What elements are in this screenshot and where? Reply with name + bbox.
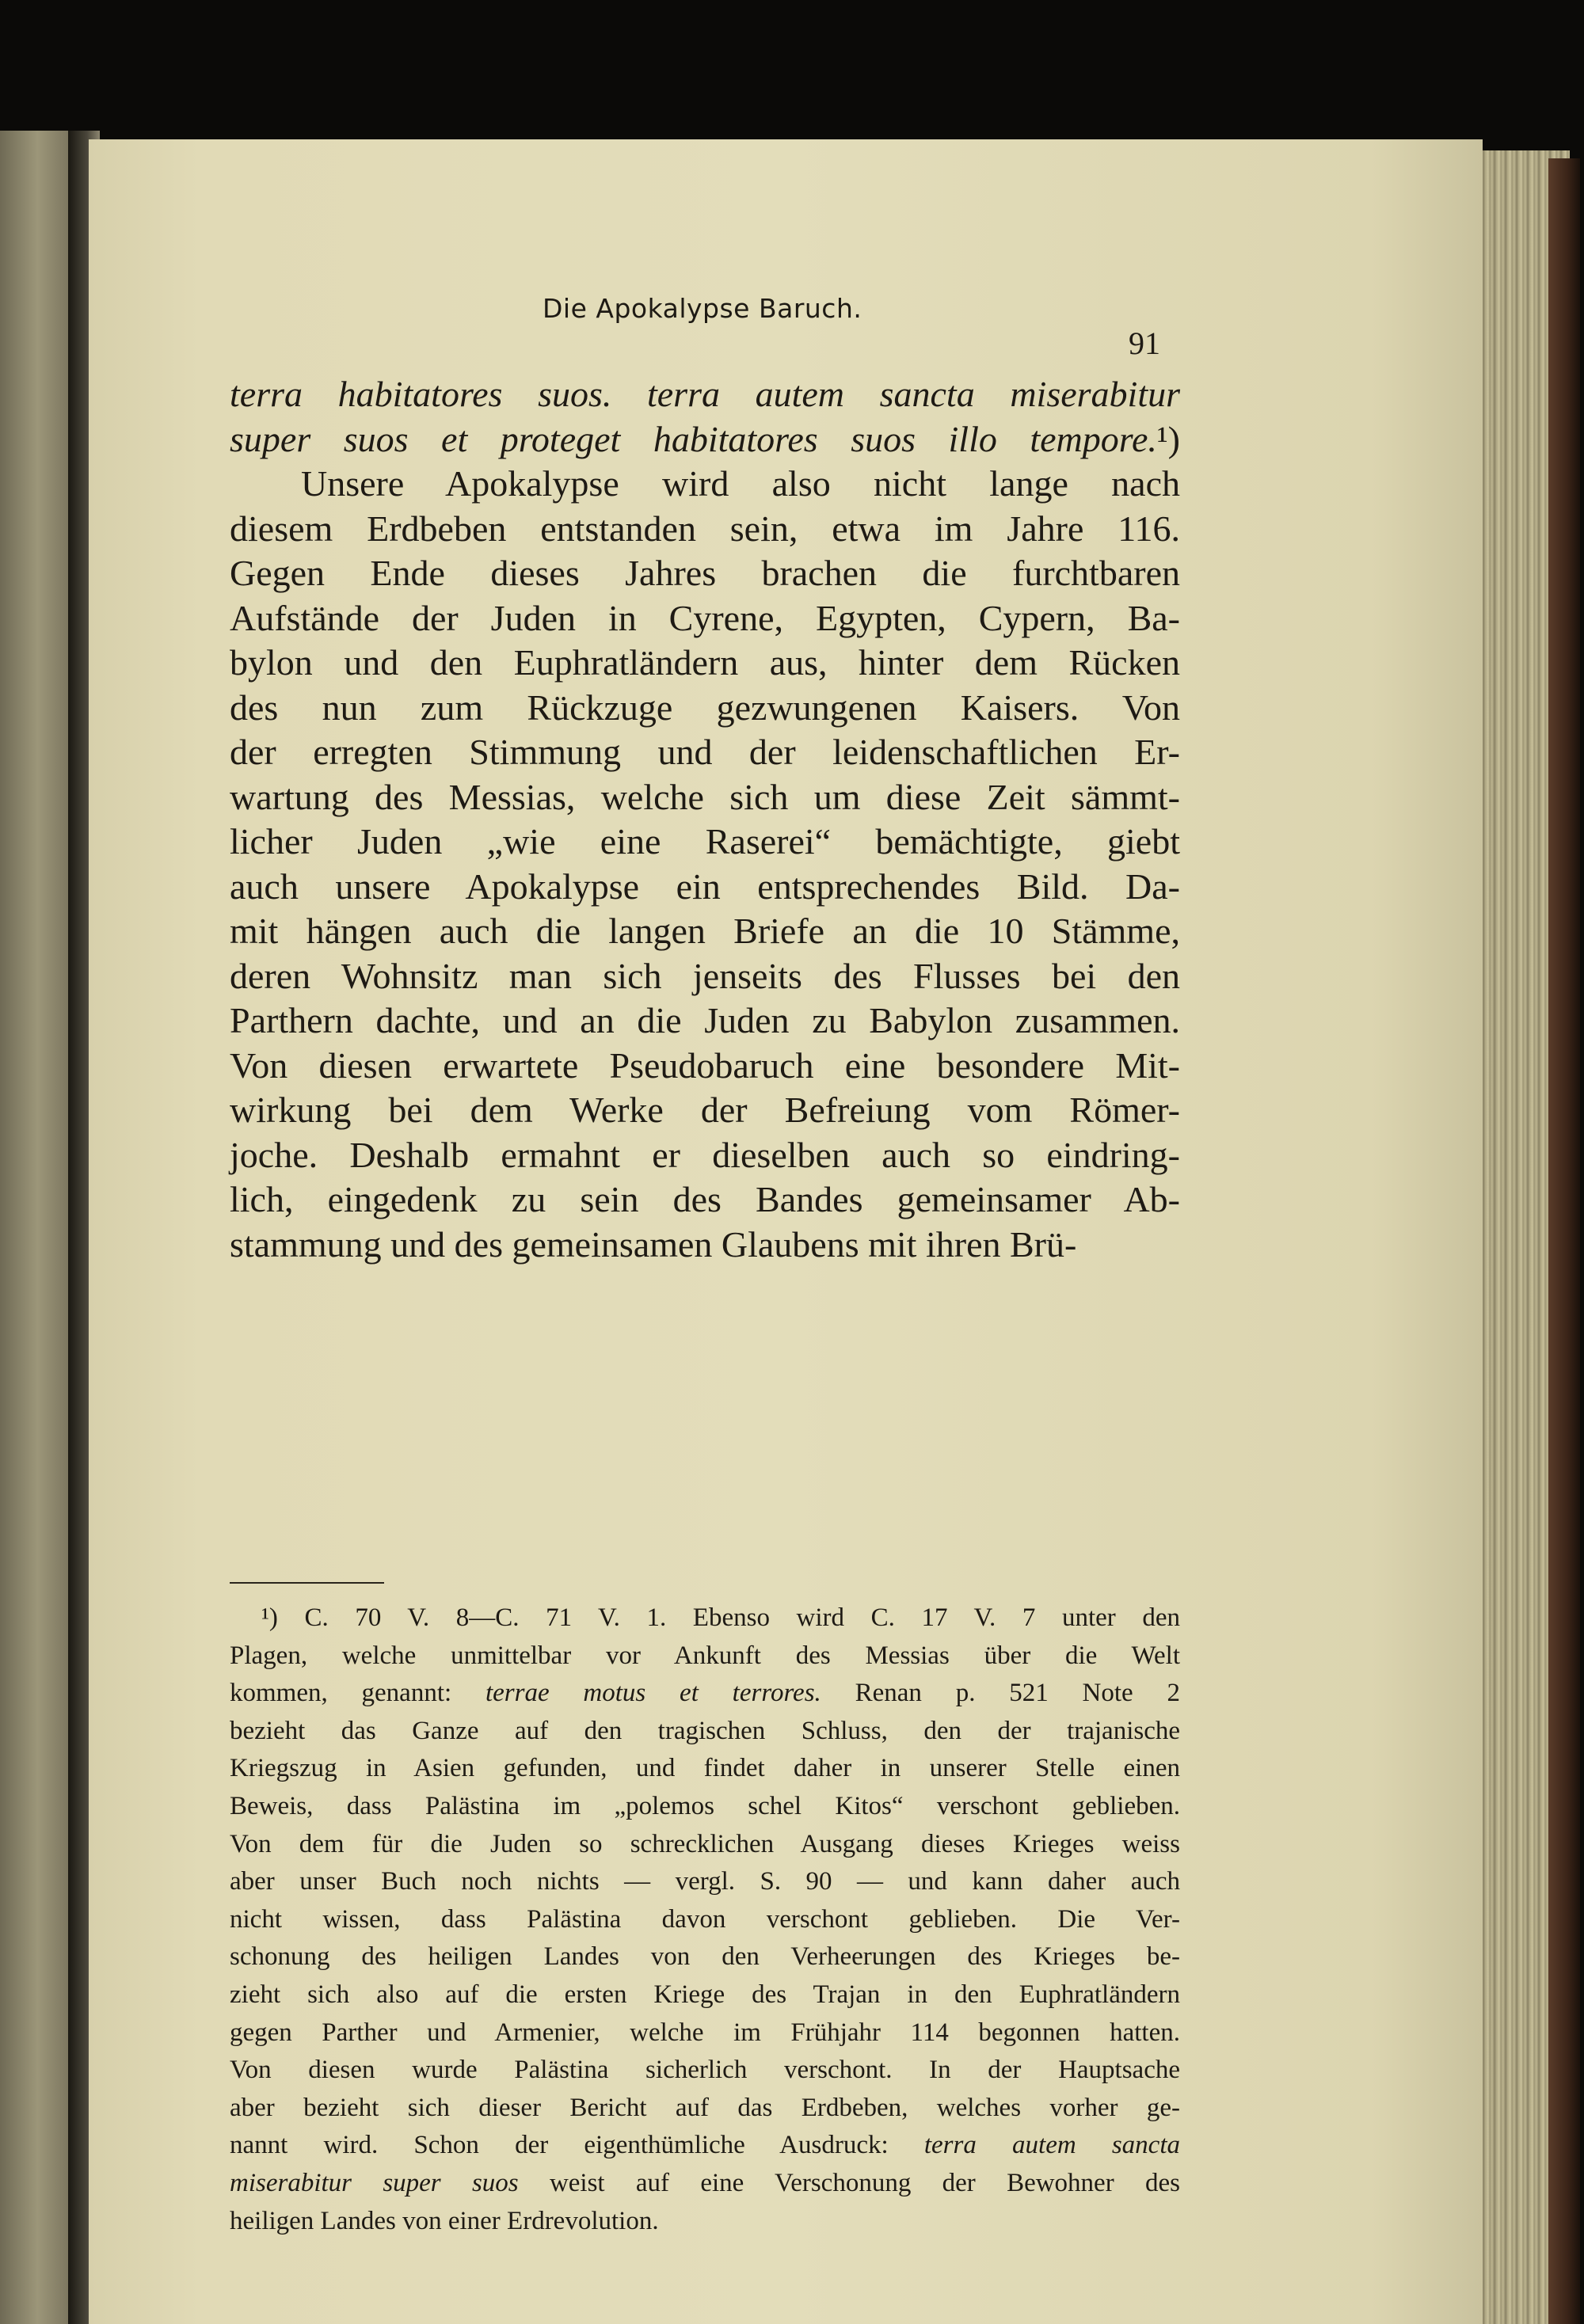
text-segment: Gegen Ende dieses Jahres brachen die furchtbaren <box>230 553 1180 593</box>
text-segment: Beweis, dass Palästina im „polemos schel Kitos“ verschont geblieben. <box>230 1791 1180 1820</box>
italic-text-segment: terra autem sancta <box>923 2131 1180 2160</box>
body-text-line <box>230 1044 1180 1089</box>
body-text-line <box>230 730 1180 775</box>
text-segment: bezieht das Ganze auf den tragischen Schluss, den der trajanische <box>230 1716 1180 1745</box>
book-page <box>89 139 1483 2324</box>
text-segment: kommen, genannt: <box>230 1679 485 1708</box>
text-segment: Aufstände der Juden in Cyrene, Egypten, Cypern, Ba- <box>230 597 1180 638</box>
text-segment: des nun zum Rückzuge gezwungenen Kaisers. Von <box>230 687 1180 728</box>
body-text-line <box>230 596 1180 641</box>
text-segment: lich, eingedenk zu sein des Bandes gemeinsamer Ab- <box>230 1179 1180 1219</box>
body-text-line <box>230 551 1180 596</box>
body-text-line <box>230 1088 1180 1133</box>
text-segment: zieht sich also auf die ersten Kriege des Trajan in den Euphratländern <box>230 1980 1180 2009</box>
text-segment: wartung des Messias, welche sich um diese Zeit sämmt- <box>230 776 1180 817</box>
text-segment: ¹) <box>1156 418 1180 459</box>
text-segment: diesem Erdbeben entstanden sein, etwa im Jahre 116. <box>230 508 1180 549</box>
body-text-line <box>230 641 1180 686</box>
text-segment: schonung des heiligen Landes von den Verheerungen des Krieges be- <box>230 1942 1180 1972</box>
body-text-line <box>230 909 1180 954</box>
body-text-line <box>230 1133 1180 1178</box>
text-segment: licher Juden „wie eine Raserei“ bemächtigte, giebt <box>230 821 1180 862</box>
footnote-line <box>230 1826 1180 1864</box>
footnote-line <box>230 2052 1180 2090</box>
body-text-line <box>230 954 1180 999</box>
footnote-line <box>230 1788 1180 1826</box>
text-segment: ¹) C. 70 V. 8—C. 71 V. 1. Ebenso wird C. 17 V. 7 unter den <box>261 1603 1180 1632</box>
footnote-line <box>230 1750 1180 1788</box>
italic-text-segment: miserabitur super suos <box>230 2168 519 2197</box>
body-text-line <box>230 998 1180 1044</box>
body-text-line <box>230 686 1180 731</box>
text-segment: Parthern dachte, und an die Juden zu Babylon zusammen. <box>230 1000 1180 1040</box>
text-segment: Von diesen erwartete Pseudobaruch eine besondere Mit- <box>230 1044 1180 1086</box>
text-segment: aber unser Buch noch nichts — vergl. S. 90 — und kann daher auch <box>230 1867 1180 1896</box>
text-segment: Kriegszug in Asien gefunden, und findet daher in unserer Stelle einen <box>230 1754 1180 1783</box>
body-text-line <box>230 1223 1180 1268</box>
text-segment: nannt wird. Schon der eigenthümliche Ausdruck: <box>230 2131 924 2160</box>
body-text-line <box>230 865 1180 910</box>
text-segment: nicht wissen, dass Palästina davon verschont geblieben. Die Ver- <box>230 1904 1180 1934</box>
footnote-line <box>230 2165 1180 2203</box>
italic-text-segment: terrae motus et terrores. <box>485 1679 821 1708</box>
book-cover-edge <box>1548 158 1580 2324</box>
footnote-line <box>230 2090 1180 2128</box>
text-segment: wirkung bei dem Werke der Befreiung vom Römer- <box>230 1090 1180 1130</box>
footnote-line <box>230 1675 1180 1713</box>
page-number: 91 <box>1129 325 1160 361</box>
text-segment: Unsere Apokalypse wird also nicht lange nach <box>301 463 1180 504</box>
text-segment: gegen Parther und Armenier, welche im Frühjahr 114 begonnen hatten. <box>230 2018 1180 2047</box>
text-segment: Von diesen wurde Palästina sicherlich verschont. In der Hauptsache <box>230 2056 1180 2085</box>
footnote-line <box>230 1713 1180 1751</box>
body-text-line <box>230 775 1180 820</box>
footnote-line <box>230 2014 1180 2052</box>
text-segment: aber bezieht sich dieser Bericht auf das Erdbeben, welches vorher ge- <box>230 2093 1180 2122</box>
italic-text-segment: terra habitatores suos. terra autem sancta miserabitur <box>230 374 1180 414</box>
text-segment: weist auf eine Verschonung der Bewohner des <box>518 2168 1180 2197</box>
footnote-line <box>230 1863 1180 1901</box>
italic-text-segment: super suos et proteget habitatores suos illo tempore. <box>230 418 1157 459</box>
text-segment: Von dem für die Juden so schrecklichen Ausgang dieses Krieges weiss <box>230 1829 1180 1858</box>
text-segment: bylon und den Euphratländern aus, hinter dem Rücken <box>230 642 1180 683</box>
running-head: Die Apokalypse Baruch. <box>543 293 862 324</box>
text-segment: mit hängen auch die langen Briefe an die 10 Stämme, <box>230 911 1180 951</box>
footnote-line <box>230 1637 1180 1675</box>
footnote-line <box>230 1901 1180 1939</box>
text-segment: der erregten Stimmung und der leidenschaftlichen Er- <box>230 732 1180 772</box>
footnote-block <box>230 1599 1180 2240</box>
body-text-line <box>230 1177 1180 1223</box>
footnote-line <box>230 2127 1180 2165</box>
footnote-line <box>230 1599 1180 1637</box>
text-segment: heiligen Landes von einer Erdrevolution. <box>230 2206 659 2235</box>
main-text-block <box>230 372 1180 1267</box>
body-text-line <box>230 372 1180 417</box>
footnote-separator-rule <box>230 1582 384 1584</box>
body-text-line <box>230 507 1180 552</box>
text-segment: stammung und des gemeinsamen Glaubens mit ihren Brü- <box>230 1223 1077 1265</box>
footnote-line <box>230 2203 1180 2241</box>
footnote-line <box>230 1938 1180 1976</box>
previous-page-edge <box>0 131 68 2324</box>
body-text-line <box>230 417 1180 462</box>
body-text-line <box>230 462 1180 507</box>
text-segment: Plagen, welche unmittelbar vor Ankunft des Messias über die Welt <box>230 1641 1180 1670</box>
text-segment: joche. Deshalb ermahnt er dieselben auch so eindring- <box>230 1134 1180 1175</box>
text-segment: Renan p. 521 Note 2 <box>821 1679 1181 1708</box>
footnote-line <box>230 1976 1180 2014</box>
text-segment: deren Wohnsitz man sich jenseits des Flusses bei den <box>230 955 1180 996</box>
body-text-line <box>230 820 1180 865</box>
text-segment: auch unsere Apokalypse ein entsprechendes Bild. Da- <box>230 865 1180 907</box>
